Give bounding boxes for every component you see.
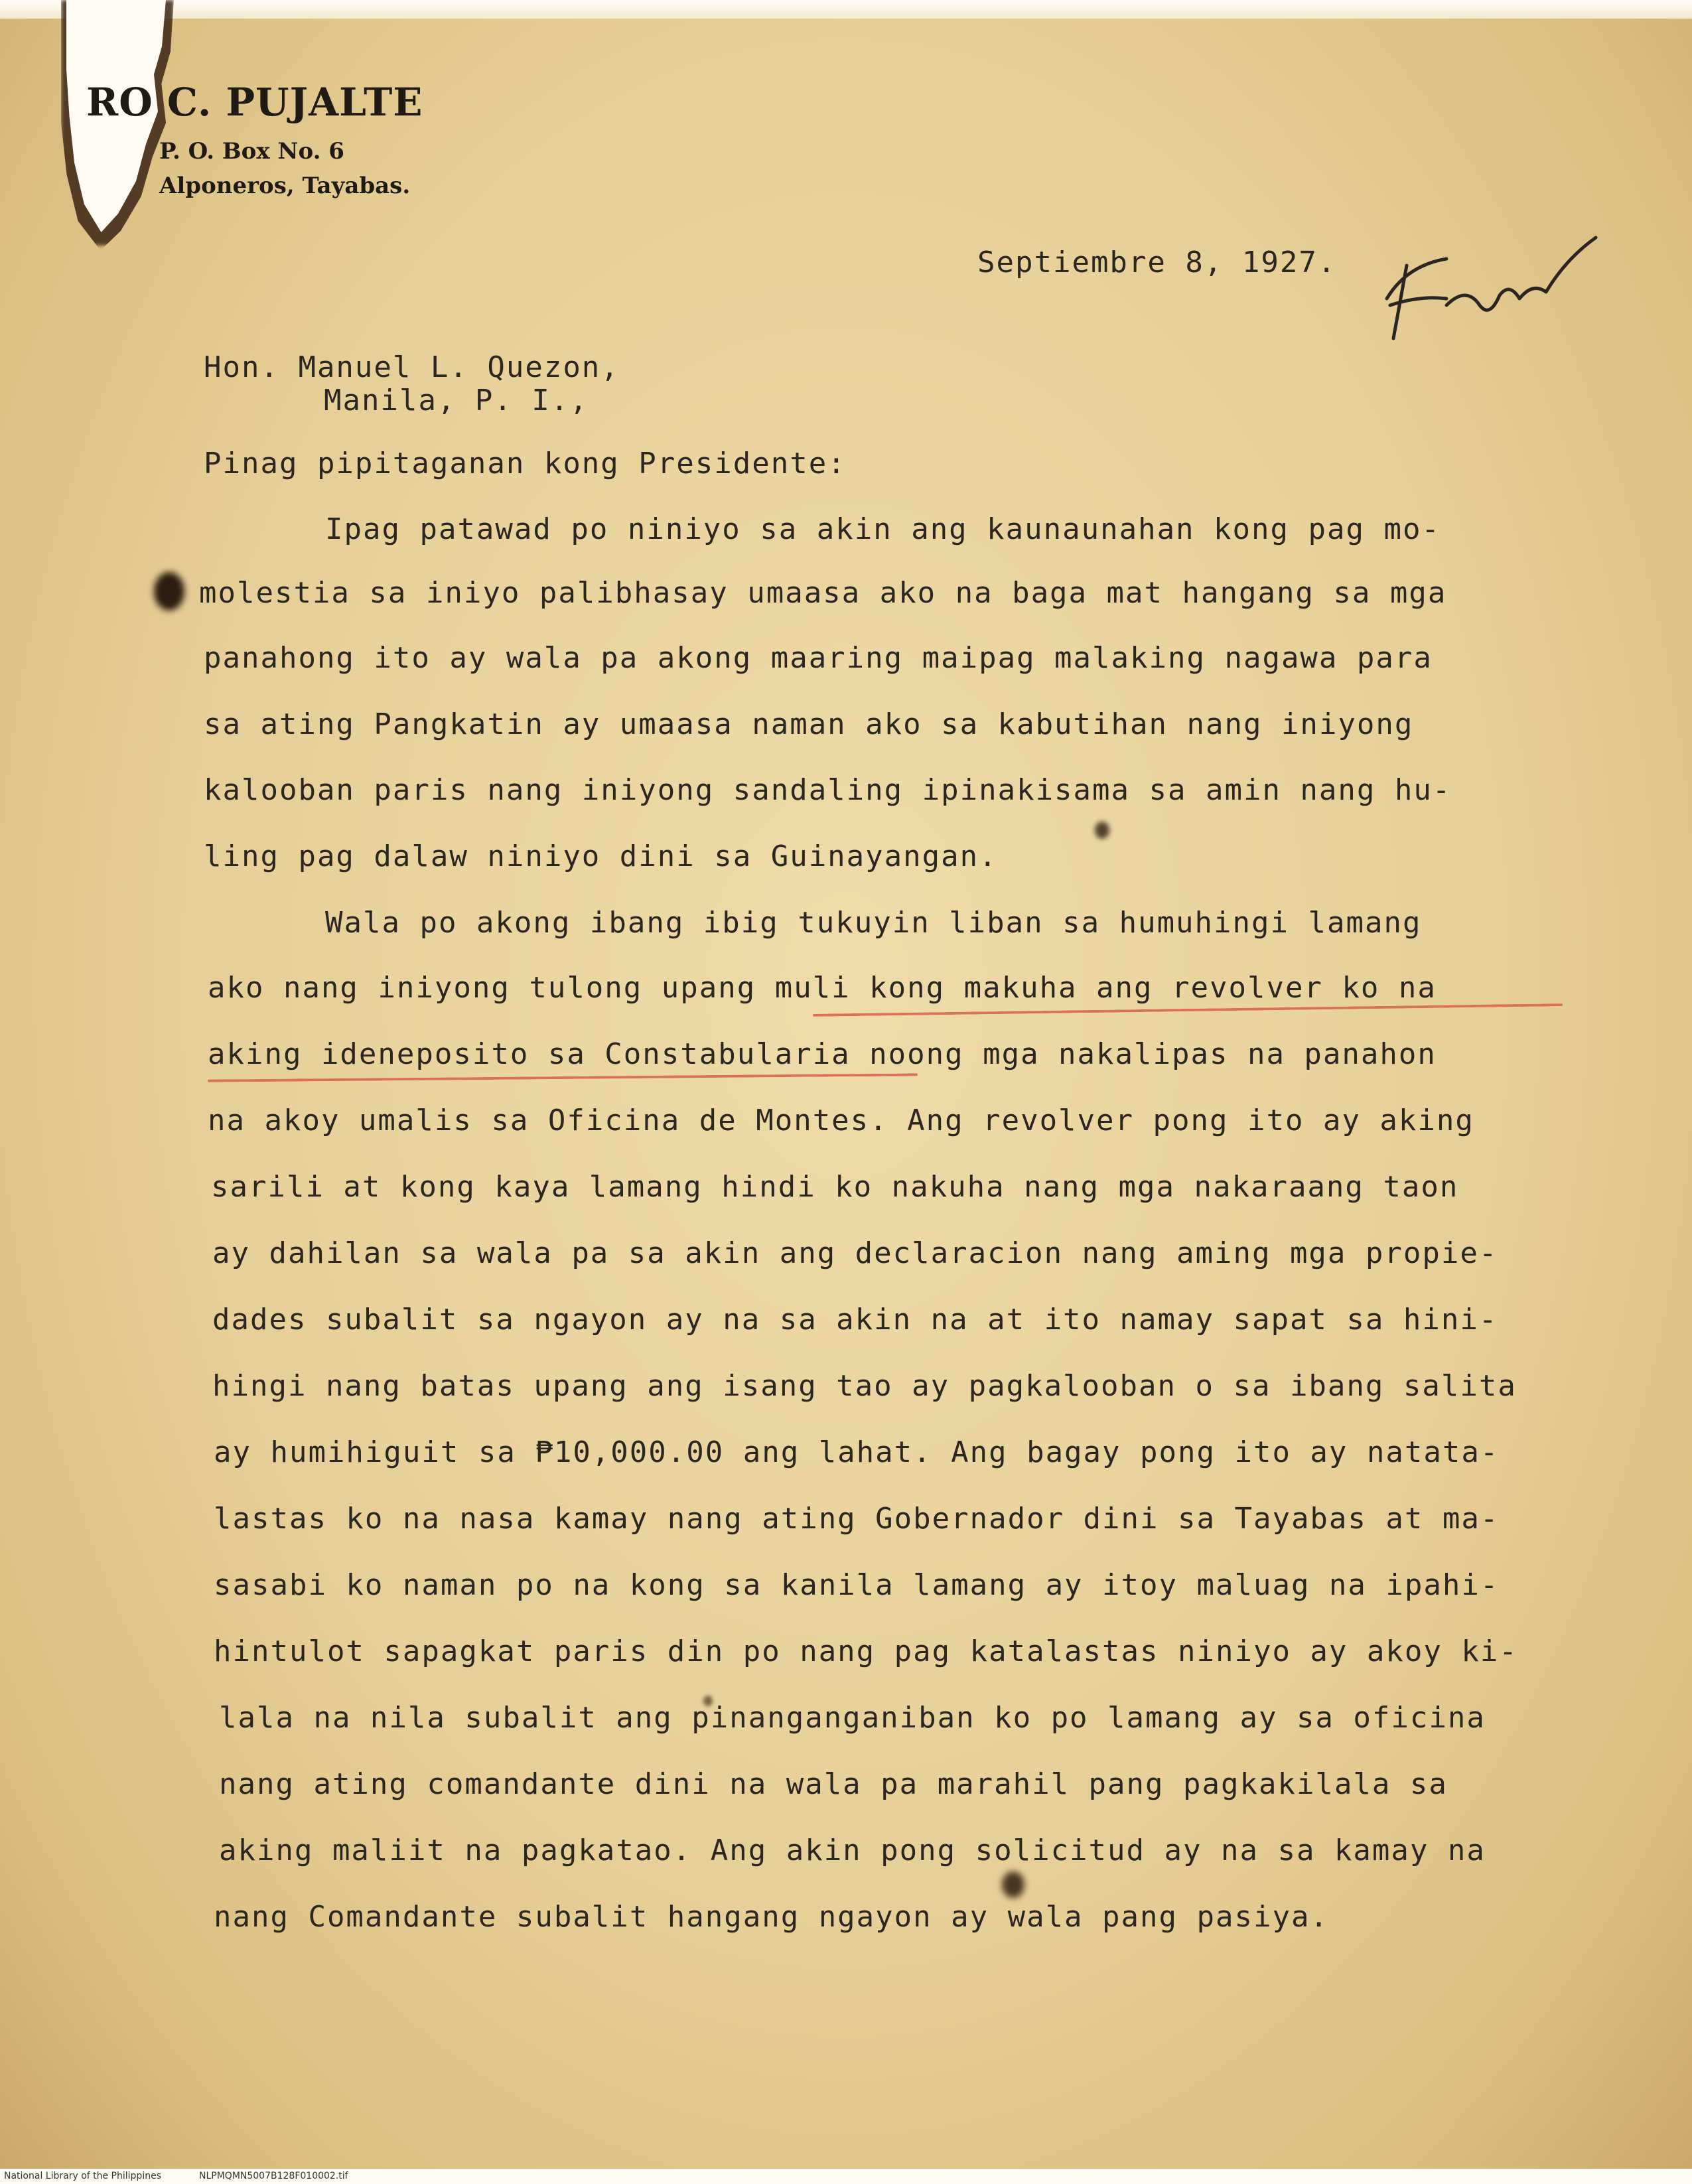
body-line: lastas ko na nasa kamay nang ating Gobernador dini sa Tayabas at ma- (214, 1502, 1500, 1536)
body-line: hintulot sapagkat paris din po nang pag katalastas niniyo ay akoy ki- (214, 1635, 1518, 1668)
body-line: aking maliit na pagkatao. Ang akin pong solicitud ay na sa kamay na (219, 1834, 1486, 1867)
recipient-address: Manila, P. I., (324, 384, 589, 417)
body-line: ay humihiguit sa ₱10,000.00 ang lahat. Ang bagay pong ito ay natata- (214, 1435, 1500, 1469)
footer-code: NLPMQMN5007B128F010002.tif (199, 2171, 348, 2181)
red-underline (208, 1073, 918, 1082)
handwritten-note (1367, 219, 1606, 352)
body-line: nang Comandante subalit hangang ngayon ay wala pang pasiya. (214, 1900, 1329, 1934)
body-line: ay dahilan sa wala pa sa akin ang declaracion nang aming mga propie- (212, 1236, 1498, 1270)
body-line: sarili at kong kaya lamang hindi ko nakuha nang mga nakaraang taon (211, 1170, 1459, 1204)
body-line: Ipag patawad po niniyo sa akin ang kaunaunahan kong pag mo- (325, 512, 1441, 546)
body-line: lala na nila subalit ang pinanganganiban ko po lamang ay sa oficina (219, 1701, 1486, 1735)
body-line: aking ideneposito sa Constabularia noong mga nakalipas na panahon (208, 1037, 1437, 1071)
letterhead-address: Alponeros, Tayabas. (159, 173, 411, 199)
body-line: ako nang iniyong tulong upang muli kong makuha ang revolver ko na (208, 971, 1437, 1005)
body-line: sasabi ko naman po na kong sa kanila lamang ay itoy maluag na ipahi- (214, 1568, 1500, 1602)
body-line: sa ating Pangkatin ay umaasa naman ako sa kabutihan nang iniyong (204, 707, 1414, 741)
letter-date: Septiembre 8, 1927. (977, 246, 1337, 279)
body-line: kalooban paris nang iniyong sandaling ipinakisama sa amin nang hu- (204, 773, 1452, 807)
body-line: molestia sa iniyo palibhasay umaasa ako na baga mat hangang sa mga (199, 576, 1447, 610)
body-line: nang ating comandante dini na wala pa marahil pang pagkakilala sa (219, 1767, 1448, 1801)
paper-top-edge (0, 0, 1692, 19)
red-underline (813, 1003, 1563, 1017)
salutation: Pinag pipitaganan kong Presidente: (204, 447, 847, 480)
body-line: hingi nang batas upang ang isang tao ay pagkalooban o sa ibang salita (212, 1369, 1517, 1403)
body-line: Wala po akong ibang ibig tukuyin liban sa humuhingi lamang (325, 906, 1422, 940)
archive-footer (0, 2169, 1692, 2184)
letterhead-box: P. O. Box No. 6 (159, 138, 344, 165)
ink-spot (1002, 1871, 1024, 1898)
body-line: na akoy umalis sa Oficina de Montes. Ang revolver pong ito ay aking (208, 1104, 1474, 1137)
ink-spot (1095, 822, 1109, 839)
ink-spot (154, 572, 184, 611)
body-line: dades subalit sa ngayon ay na sa akin na at ito namay sapat sa hini- (212, 1303, 1498, 1337)
body-line: ling pag dalaw niniyo dini sa Guinayangan. (204, 839, 998, 873)
recipient-name: Hon. Manuel L. Quezon, (204, 350, 620, 384)
body-line: panahong ito ay wala pa akong maaring maipag malaking nagawa para (204, 641, 1433, 675)
letterhead-name: RO C. PUJALTE (86, 80, 423, 125)
footer-library: National Library of the Philippines (4, 2171, 161, 2181)
